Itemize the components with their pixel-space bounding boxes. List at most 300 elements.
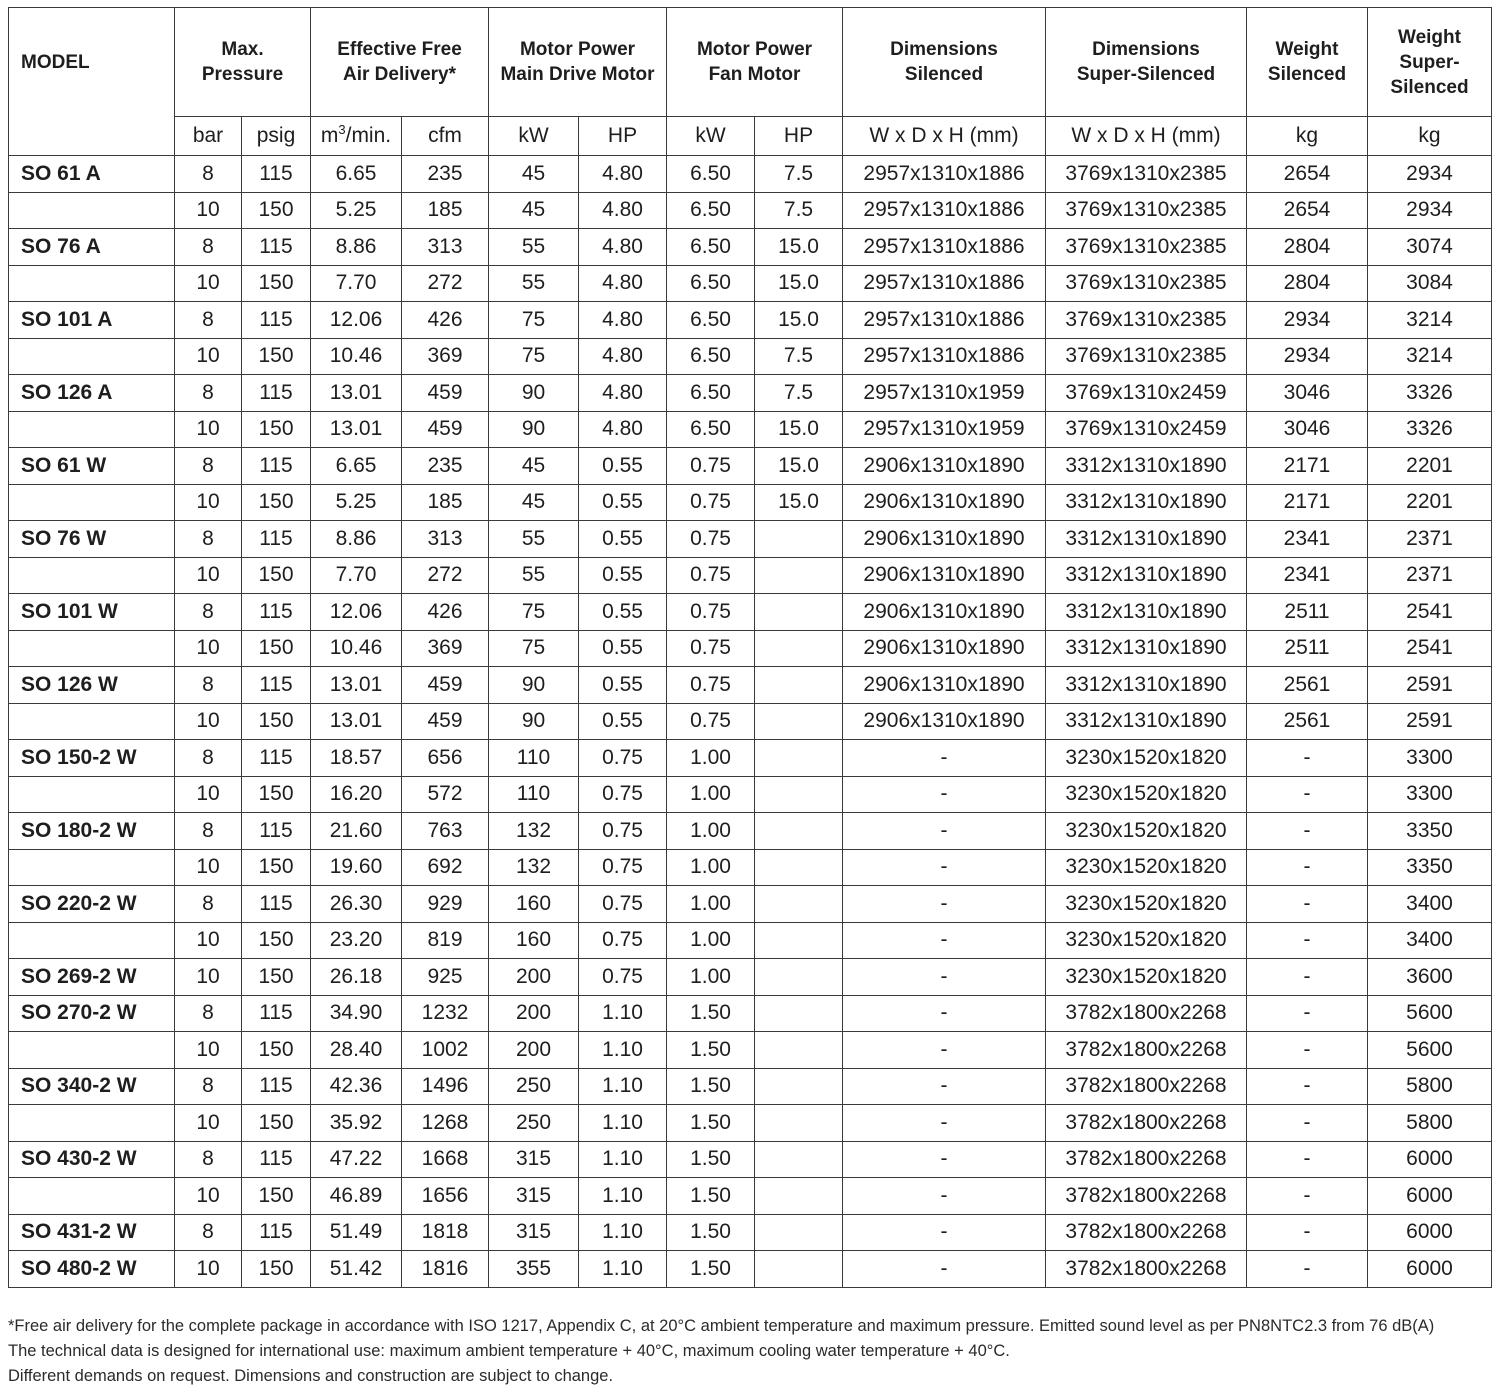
cell-main-kw: 55 — [489, 557, 579, 594]
table-row — [9, 630, 1492, 667]
cell-dim-silenced: - — [843, 1141, 1046, 1178]
cell-dim-super-silenced: 3230x1520x1820 — [1046, 849, 1247, 886]
cell-delivery-cfm: 763 — [402, 813, 489, 850]
cell-dim-silenced: 2957x1310x1886 — [843, 265, 1046, 302]
air-delivery-header: Effective Free Air Delivery* — [311, 8, 489, 117]
cell-fan-kw: 1.00 — [667, 886, 755, 923]
cell-weight-silenced: 2341 — [1247, 521, 1368, 558]
cell-pressure-psig: 115 — [242, 1214, 311, 1251]
unit-fan-hp: HP — [755, 117, 843, 156]
cell-delivery-m3: 8.86 — [311, 521, 402, 558]
cell-weight-silenced: - — [1247, 776, 1368, 813]
cell-fan-kw: 1.50 — [667, 1105, 755, 1142]
cell-main-hp: 0.55 — [579, 521, 667, 558]
cell-main-hp: 0.75 — [579, 886, 667, 923]
cell-fan-hp: 15.0 — [755, 484, 843, 521]
cell-fan-kw: 0.75 — [667, 594, 755, 631]
cell-dim-super-silenced: 3312x1310x1890 — [1046, 703, 1247, 740]
cell-delivery-cfm: 272 — [402, 265, 489, 302]
cell-delivery-cfm: 426 — [402, 594, 489, 631]
cell-pressure-psig: 150 — [242, 922, 311, 959]
cell-model: SO 76 A — [9, 229, 175, 266]
cell-weight-super-silenced: 2934 — [1368, 156, 1492, 193]
cell-dim-super-silenced: 3769x1310x2385 — [1046, 156, 1247, 193]
table-row — [9, 1032, 1492, 1069]
model-unit-cell — [9, 117, 175, 156]
cell-delivery-m3: 21.60 — [311, 813, 402, 850]
cell-weight-super-silenced: 2591 — [1368, 703, 1492, 740]
unit-psig: psig — [242, 117, 311, 156]
table-row — [9, 1068, 1492, 1105]
cell-delivery-m3: 28.40 — [311, 1032, 402, 1069]
table-row — [9, 557, 1492, 594]
cell-fan-hp: 7.5 — [755, 338, 843, 375]
cell-weight-silenced: - — [1247, 813, 1368, 850]
cell-dim-silenced: 2906x1310x1890 — [843, 594, 1046, 631]
cell-weight-super-silenced: 3326 — [1368, 375, 1492, 412]
cell-main-hp: 1.10 — [579, 1214, 667, 1251]
cell-pressure-bar: 8 — [175, 813, 242, 850]
cell-pressure-psig: 150 — [242, 192, 311, 229]
cell-weight-super-silenced: 3074 — [1368, 229, 1492, 266]
table-row — [9, 886, 1492, 923]
table-row — [9, 1214, 1492, 1251]
cell-pressure-bar: 10 — [175, 922, 242, 959]
table-row — [9, 703, 1492, 740]
cell-delivery-m3: 19.60 — [311, 849, 402, 886]
cell-main-kw: 75 — [489, 338, 579, 375]
cell-model — [9, 776, 175, 813]
cell-fan-kw: 0.75 — [667, 703, 755, 740]
cell-delivery-m3: 46.89 — [311, 1178, 402, 1215]
cell-delivery-m3: 51.49 — [311, 1214, 402, 1251]
header-row — [9, 8, 1492, 117]
cell-weight-silenced: - — [1247, 1068, 1368, 1105]
cell-dim-super-silenced: 3782x1800x2268 — [1046, 1068, 1247, 1105]
cell-weight-super-silenced: 2371 — [1368, 557, 1492, 594]
cell-delivery-cfm: 459 — [402, 411, 489, 448]
cell-dim-silenced: 2957x1310x1886 — [843, 229, 1046, 266]
cell-fan-hp — [755, 813, 843, 850]
cell-fan-kw: 0.75 — [667, 521, 755, 558]
cell-delivery-cfm: 459 — [402, 375, 489, 412]
cell-delivery-cfm: 1268 — [402, 1105, 489, 1142]
cell-dim-silenced: - — [843, 813, 1046, 850]
cell-weight-silenced: - — [1247, 995, 1368, 1032]
cell-fan-hp — [755, 995, 843, 1032]
cell-fan-hp — [755, 1068, 843, 1105]
cell-fan-hp: 7.5 — [755, 156, 843, 193]
cell-model: SO 430-2 W — [9, 1141, 175, 1178]
cell-pressure-psig: 115 — [242, 156, 311, 193]
cell-main-hp: 0.75 — [579, 849, 667, 886]
table-row — [9, 521, 1492, 558]
cell-pressure-psig: 115 — [242, 521, 311, 558]
cell-main-hp: 4.80 — [579, 229, 667, 266]
cell-weight-silenced: - — [1247, 1214, 1368, 1251]
cell-dim-silenced: 2906x1310x1890 — [843, 630, 1046, 667]
cell-pressure-bar: 10 — [175, 1105, 242, 1142]
cell-weight-super-silenced: 3300 — [1368, 776, 1492, 813]
cell-dim-silenced: - — [843, 995, 1046, 1032]
cell-weight-super-silenced: 6000 — [1368, 1141, 1492, 1178]
cell-pressure-psig: 115 — [242, 1141, 311, 1178]
cell-weight-super-silenced: 2541 — [1368, 594, 1492, 631]
cell-delivery-m3: 12.06 — [311, 302, 402, 339]
cell-delivery-cfm: 1002 — [402, 1032, 489, 1069]
cell-pressure-psig: 150 — [242, 1178, 311, 1215]
cell-delivery-cfm: 459 — [402, 667, 489, 704]
cell-main-kw: 110 — [489, 740, 579, 777]
cell-dim-silenced: 2957x1310x1886 — [843, 338, 1046, 375]
cell-fan-kw: 1.50 — [667, 1178, 755, 1215]
cell-model — [9, 557, 175, 594]
table-row — [9, 484, 1492, 521]
cell-dim-super-silenced: 3230x1520x1820 — [1046, 922, 1247, 959]
cell-weight-silenced: 2171 — [1247, 448, 1368, 485]
cell-dim-super-silenced: 3769x1310x2459 — [1046, 411, 1247, 448]
cell-weight-silenced: - — [1247, 1032, 1368, 1069]
cell-dim-silenced: 2957x1310x1886 — [843, 192, 1046, 229]
cell-weight-silenced: 2934 — [1247, 302, 1368, 339]
cell-dim-super-silenced: 3312x1310x1890 — [1046, 448, 1247, 485]
cell-pressure-bar: 10 — [175, 1251, 242, 1288]
cell-dim-silenced: - — [843, 740, 1046, 777]
cell-delivery-cfm: 235 — [402, 156, 489, 193]
cell-dim-silenced: 2957x1310x1959 — [843, 411, 1046, 448]
cell-pressure-psig: 115 — [242, 813, 311, 850]
cell-model: SO 270-2 W — [9, 995, 175, 1032]
cell-weight-super-silenced: 3084 — [1368, 265, 1492, 302]
cell-delivery-cfm: 1668 — [402, 1141, 489, 1178]
cell-main-kw: 315 — [489, 1178, 579, 1215]
cell-dim-super-silenced: 3782x1800x2268 — [1046, 1105, 1247, 1142]
cell-main-hp: 4.80 — [579, 302, 667, 339]
cell-main-hp: 0.75 — [579, 813, 667, 850]
cell-delivery-m3: 13.01 — [311, 703, 402, 740]
cell-pressure-bar: 10 — [175, 630, 242, 667]
cell-pressure-bar: 8 — [175, 1068, 242, 1105]
cell-delivery-m3: 35.92 — [311, 1105, 402, 1142]
cell-delivery-cfm: 1818 — [402, 1214, 489, 1251]
cell-delivery-m3: 10.46 — [311, 338, 402, 375]
cell-weight-silenced: - — [1247, 1178, 1368, 1215]
cell-fan-kw: 1.50 — [667, 1141, 755, 1178]
cell-weight-silenced: 2804 — [1247, 265, 1368, 302]
cell-dim-silenced: 2957x1310x1959 — [843, 375, 1046, 412]
cell-dim-super-silenced: 3230x1520x1820 — [1046, 776, 1247, 813]
cell-pressure-bar: 10 — [175, 776, 242, 813]
cell-fan-hp: 15.0 — [755, 411, 843, 448]
cell-weight-super-silenced: 2541 — [1368, 630, 1492, 667]
cell-main-kw: 90 — [489, 667, 579, 704]
cell-delivery-cfm: 185 — [402, 192, 489, 229]
cell-fan-kw: 6.50 — [667, 411, 755, 448]
cell-fan-hp — [755, 1178, 843, 1215]
cell-pressure-psig: 150 — [242, 484, 311, 521]
cell-dim-super-silenced: 3782x1800x2268 — [1046, 1178, 1247, 1215]
unit-m3-per-min: $m^3/\min$. — [311, 117, 402, 156]
cell-dim-super-silenced: 3782x1800x2268 — [1046, 1214, 1247, 1251]
cell-dim-silenced: - — [843, 1032, 1046, 1069]
cell-main-hp: 4.80 — [579, 338, 667, 375]
cell-fan-kw: 6.50 — [667, 156, 755, 193]
cell-fan-hp — [755, 886, 843, 923]
cell-pressure-bar: 10 — [175, 557, 242, 594]
cell-delivery-m3: 26.30 — [311, 886, 402, 923]
cell-model — [9, 1032, 175, 1069]
cell-dim-super-silenced: 3312x1310x1890 — [1046, 594, 1247, 631]
cell-main-hp: 0.55 — [579, 630, 667, 667]
cell-model: SO 61 A — [9, 156, 175, 193]
cell-model: SO 480-2 W — [9, 1251, 175, 1288]
cell-pressure-bar: 8 — [175, 995, 242, 1032]
cell-delivery-cfm: 1232 — [402, 995, 489, 1032]
cell-model: SO 220-2 W — [9, 886, 175, 923]
cell-pressure-psig: 150 — [242, 959, 311, 996]
cell-dim-silenced: - — [843, 959, 1046, 996]
table-row — [9, 1178, 1492, 1215]
cell-dim-super-silenced: 3769x1310x2385 — [1046, 302, 1247, 339]
cell-dim-silenced: - — [843, 1105, 1046, 1142]
cell-main-hp: 4.80 — [579, 156, 667, 193]
cell-fan-hp — [755, 959, 843, 996]
cell-delivery-cfm: 692 — [402, 849, 489, 886]
cell-weight-super-silenced: 2201 — [1368, 484, 1492, 521]
cell-delivery-m3: 10.46 — [311, 630, 402, 667]
table-row — [9, 411, 1492, 448]
cell-main-kw: 75 — [489, 302, 579, 339]
cell-fan-hp — [755, 1214, 843, 1251]
cell-pressure-bar: 10 — [175, 338, 242, 375]
table-row — [9, 338, 1492, 375]
cell-delivery-m3: 5.25 — [311, 484, 402, 521]
table-row — [9, 156, 1492, 193]
table-row — [9, 375, 1492, 412]
cell-model — [9, 922, 175, 959]
cell-weight-super-silenced: 6000 — [1368, 1214, 1492, 1251]
cell-model — [9, 703, 175, 740]
cell-fan-kw: 0.75 — [667, 630, 755, 667]
cell-fan-kw: 6.50 — [667, 265, 755, 302]
cell-pressure-bar: 8 — [175, 886, 242, 923]
weight-super-silenced-header: Weight Super- Silenced — [1368, 8, 1492, 117]
cell-pressure-bar: 10 — [175, 959, 242, 996]
cell-weight-silenced: 3046 — [1247, 411, 1368, 448]
units-row — [9, 117, 1492, 156]
cell-fan-kw: 0.75 — [667, 667, 755, 704]
cell-delivery-cfm: 1816 — [402, 1251, 489, 1288]
cell-delivery-cfm: 925 — [402, 959, 489, 996]
cell-fan-kw: 6.50 — [667, 375, 755, 412]
cell-weight-silenced: 2934 — [1247, 338, 1368, 375]
cell-pressure-bar: 8 — [175, 302, 242, 339]
cell-weight-super-silenced: 5800 — [1368, 1068, 1492, 1105]
cell-delivery-cfm: 819 — [402, 922, 489, 959]
dimensions-silenced-header: Dimensions Silenced — [843, 8, 1046, 117]
footnote-line-2: The technical data is designed for international use: maximum ambient temperature + 40°C, maximum cooling water temperature + 40°C. — [8, 1342, 1010, 1360]
cell-model — [9, 192, 175, 229]
cell-weight-silenced: - — [1247, 1105, 1368, 1142]
cell-fan-kw: 1.00 — [667, 849, 755, 886]
cell-pressure-psig: 150 — [242, 1251, 311, 1288]
table-row — [9, 995, 1492, 1032]
cell-dim-super-silenced: 3230x1520x1820 — [1046, 813, 1247, 850]
cell-fan-hp: 15.0 — [755, 265, 843, 302]
cell-fan-kw: 1.50 — [667, 1032, 755, 1069]
cell-fan-kw: 1.00 — [667, 922, 755, 959]
unit-weight-silenced: kg — [1247, 117, 1368, 156]
table-body — [9, 156, 1492, 1288]
table-row — [9, 922, 1492, 959]
cell-weight-super-silenced: 5600 — [1368, 1032, 1492, 1069]
cell-fan-hp: 7.5 — [755, 192, 843, 229]
cell-main-kw: 132 — [489, 813, 579, 850]
cell-delivery-cfm: 369 — [402, 630, 489, 667]
cell-model: SO 269-2 W — [9, 959, 175, 996]
cell-dim-silenced: 2906x1310x1890 — [843, 703, 1046, 740]
cell-main-kw: 315 — [489, 1214, 579, 1251]
table-row — [9, 302, 1492, 339]
cell-main-kw: 160 — [489, 886, 579, 923]
cell-model — [9, 849, 175, 886]
cell-weight-super-silenced: 3350 — [1368, 813, 1492, 850]
cell-pressure-bar: 8 — [175, 594, 242, 631]
cell-weight-silenced: 2511 — [1247, 630, 1368, 667]
cell-dim-super-silenced: 3769x1310x2385 — [1046, 229, 1247, 266]
cell-pressure-psig: 150 — [242, 1032, 311, 1069]
cell-dim-super-silenced: 3230x1520x1820 — [1046, 740, 1247, 777]
cell-pressure-psig: 115 — [242, 995, 311, 1032]
cell-pressure-psig: 115 — [242, 302, 311, 339]
cell-fan-hp: 15.0 — [755, 229, 843, 266]
cell-fan-hp — [755, 740, 843, 777]
cell-delivery-m3: 13.01 — [311, 411, 402, 448]
cell-dim-silenced: 2906x1310x1890 — [843, 521, 1046, 558]
cell-weight-silenced: 3046 — [1247, 375, 1368, 412]
table-row — [9, 740, 1492, 777]
cell-pressure-psig: 115 — [242, 448, 311, 485]
cell-fan-hp — [755, 521, 843, 558]
cell-main-hp: 0.55 — [579, 557, 667, 594]
unit-dim-silenced: W x D x H (mm) — [843, 117, 1046, 156]
cell-dim-silenced: 2957x1310x1886 — [843, 156, 1046, 193]
cell-delivery-cfm: 185 — [402, 484, 489, 521]
cell-pressure-bar: 10 — [175, 1032, 242, 1069]
cell-main-hp: 1.10 — [579, 1178, 667, 1215]
cell-model — [9, 265, 175, 302]
footnote-line-3: Different demands on request. Dimensions and construction are subject to change. — [8, 1367, 614, 1385]
cell-weight-super-silenced: 3300 — [1368, 740, 1492, 777]
cell-weight-silenced: 2511 — [1247, 594, 1368, 631]
cell-dim-super-silenced: 3782x1800x2268 — [1046, 1032, 1247, 1069]
cell-pressure-psig: 150 — [242, 849, 311, 886]
cell-delivery-m3: 6.65 — [311, 448, 402, 485]
cell-delivery-m3: 16.20 — [311, 776, 402, 813]
cell-fan-hp — [755, 922, 843, 959]
cell-weight-super-silenced: 3400 — [1368, 922, 1492, 959]
cell-model: SO 101 A — [9, 302, 175, 339]
cell-pressure-psig: 150 — [242, 630, 311, 667]
footnote-line-1: *Free air delivery for the complete package in accordance with ISO 1217, Appendix C, at 20°C ambient temperature and maximum pressure. Emitted sound level as per PN8NTC2.3 from 76 dB(A) — [8, 1317, 1435, 1335]
cell-fan-hp: 15.0 — [755, 448, 843, 485]
cell-fan-kw: 1.00 — [667, 813, 755, 850]
cell-fan-hp: 7.5 — [755, 375, 843, 412]
cell-dim-super-silenced: 3312x1310x1890 — [1046, 667, 1247, 704]
weight-silenced-header: Weight Silenced — [1247, 8, 1368, 117]
cell-delivery-cfm: 1656 — [402, 1178, 489, 1215]
cell-weight-super-silenced: 2591 — [1368, 667, 1492, 704]
cell-weight-silenced: 2171 — [1247, 484, 1368, 521]
cell-delivery-m3: 6.65 — [311, 156, 402, 193]
cell-delivery-m3: 8.86 — [311, 229, 402, 266]
table-row — [9, 813, 1492, 850]
cell-weight-super-silenced: 3400 — [1368, 886, 1492, 923]
cell-delivery-cfm: 369 — [402, 338, 489, 375]
cell-fan-kw: 1.00 — [667, 959, 755, 996]
cell-fan-hp — [755, 1105, 843, 1142]
cell-dim-super-silenced: 3769x1310x2385 — [1046, 192, 1247, 229]
cell-main-hp: 4.80 — [579, 411, 667, 448]
table-row — [9, 776, 1492, 813]
cell-pressure-bar: 10 — [175, 192, 242, 229]
cell-fan-kw: 1.00 — [667, 776, 755, 813]
cell-main-kw: 55 — [489, 229, 579, 266]
cell-main-kw: 45 — [489, 484, 579, 521]
cell-model: SO 180-2 W — [9, 813, 175, 850]
cell-weight-super-silenced: 2934 — [1368, 192, 1492, 229]
cell-pressure-bar: 8 — [175, 448, 242, 485]
cell-dim-silenced: - — [843, 886, 1046, 923]
cell-pressure-bar: 10 — [175, 411, 242, 448]
table-row — [9, 1251, 1492, 1288]
cell-dim-super-silenced: 3312x1310x1890 — [1046, 484, 1247, 521]
cell-model: SO 101 W — [9, 594, 175, 631]
cell-pressure-psig: 115 — [242, 375, 311, 412]
cell-main-hp: 0.55 — [579, 448, 667, 485]
cell-dim-silenced: 2906x1310x1890 — [843, 484, 1046, 521]
cell-dim-super-silenced: 3782x1800x2268 — [1046, 1141, 1247, 1178]
cell-pressure-psig: 115 — [242, 594, 311, 631]
cell-weight-silenced: 2561 — [1247, 667, 1368, 704]
cell-main-hp: 1.10 — [579, 1141, 667, 1178]
cell-pressure-bar: 8 — [175, 1141, 242, 1178]
cell-dim-silenced: - — [843, 776, 1046, 813]
cell-main-hp: 0.75 — [579, 959, 667, 996]
cell-main-kw: 75 — [489, 630, 579, 667]
cell-fan-hp — [755, 594, 843, 631]
cell-main-kw: 90 — [489, 411, 579, 448]
cell-model: SO 76 W — [9, 521, 175, 558]
cell-model — [9, 1178, 175, 1215]
cell-model: SO 126 W — [9, 667, 175, 704]
cell-main-hp: 0.75 — [579, 740, 667, 777]
unit-fan-kw: kW — [667, 117, 755, 156]
cell-main-hp: 0.75 — [579, 776, 667, 813]
cell-delivery-cfm: 313 — [402, 229, 489, 266]
cell-delivery-cfm: 1496 — [402, 1068, 489, 1105]
cell-fan-hp — [755, 630, 843, 667]
cell-dim-silenced: - — [843, 1178, 1046, 1215]
cell-dim-silenced: 2906x1310x1890 — [843, 448, 1046, 485]
cell-main-hp: 1.10 — [579, 1032, 667, 1069]
cell-pressure-bar: 10 — [175, 1178, 242, 1215]
cell-delivery-m3: 7.70 — [311, 557, 402, 594]
cell-pressure-bar: 8 — [175, 156, 242, 193]
cell-dim-silenced: - — [843, 922, 1046, 959]
cell-dim-silenced: - — [843, 1214, 1046, 1251]
cell-weight-silenced: 2654 — [1247, 192, 1368, 229]
